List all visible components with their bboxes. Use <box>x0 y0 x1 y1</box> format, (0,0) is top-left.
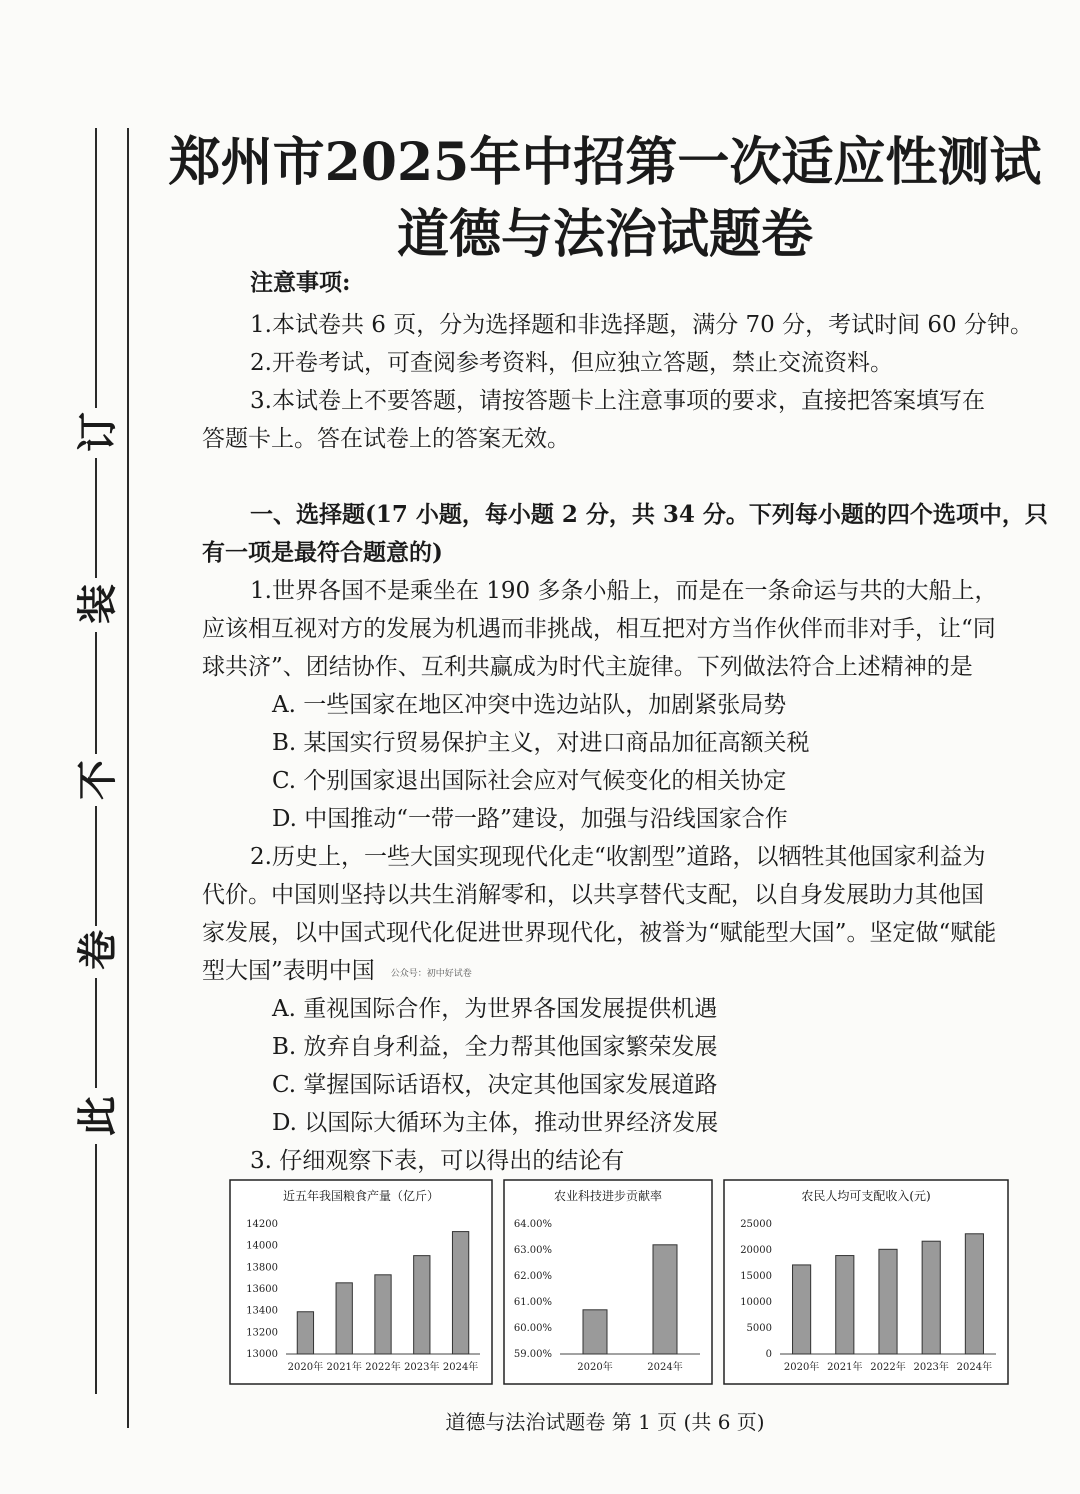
y-tick-label: 64.00% <box>513 1219 552 1230</box>
x-tick-label: 2021年 <box>326 1362 362 1373</box>
exam-subject-title: 道德与法治试题卷 <box>396 204 813 265</box>
chart-title: 近五年我国粮食产量（亿斤） <box>282 1189 440 1203</box>
y-tick-label: 59.00% <box>513 1349 552 1360</box>
binding-line <box>127 128 129 1428</box>
notes-heading: 注意事项: <box>250 269 351 296</box>
x-tick-label: 2020年 <box>287 1362 324 1373</box>
page-footer: 道德与法治试题卷 第 1 页 (共 6 页) <box>445 1410 765 1434</box>
y-tick-label: 10000 <box>740 1297 772 1308</box>
notes-item: 2.开卷考试，可查阅参考资料，但应独立答题，禁止交流资料。 <box>250 350 893 376</box>
binding-char-juan: 卷 <box>74 930 121 970</box>
x-tick-label: 2024年 <box>647 1362 683 1373</box>
binding-char-bu: 不 <box>74 760 121 800</box>
x-tick-label: 2024年 <box>442 1362 479 1373</box>
x-tick-label: 2022年 <box>870 1362 906 1373</box>
y-tick-label: 0 <box>765 1349 772 1360</box>
bar <box>793 1265 811 1354</box>
notes-item: 3.本试卷上不要答题，请按答题卡上注意事项的要求，直接把答案填写在 <box>250 388 985 414</box>
chart-title: 农业科技进步贡献率 <box>553 1189 663 1203</box>
question-2-stem: 家发展，以中国式现代化促进世界现代化，被誉为“赋能型大国”。坚定做“赋能 <box>202 920 997 946</box>
y-tick-label: 13800 <box>246 1262 278 1274</box>
y-tick-label: 13000 <box>246 1349 278 1360</box>
bar <box>653 1245 677 1354</box>
question-2-stem <box>202 952 472 985</box>
binding-char-zhuang: 装 <box>74 584 121 624</box>
question-2-option-d: D. 以国际大循环为主体，推动世界经济发展 <box>272 1110 719 1136</box>
binding-char-ci: 此 <box>74 1096 121 1136</box>
binding-dash <box>95 458 97 578</box>
y-tick-label: 13400 <box>246 1305 278 1317</box>
exam-title: 郑州市2025年中招第一次适应性测试 <box>168 132 1042 193</box>
question-1-stem: 1.世界各国不是乘坐在 190 多条小船上，而是在一条命运与共的大船上， <box>250 578 998 604</box>
bar <box>375 1275 391 1354</box>
binding-dash <box>95 978 97 1088</box>
question-1-option-c: C. 个别国家退出国际社会应对气候变化的相关协定 <box>272 768 787 794</box>
notes-item: 1.本试卷共 6 页，分为选择题和非选择题，满分 70 分，考试时间 60 分钟。 <box>250 312 1033 338</box>
bar <box>452 1232 468 1354</box>
chart-title: 农民人均可支配收入(元) <box>801 1189 931 1203</box>
y-tick-label: 13200 <box>246 1327 278 1339</box>
y-tick-label: 13600 <box>246 1284 278 1295</box>
question-1-option-a: A. 一些国家在地区冲突中选边站队，加剧紧张局势 <box>272 692 787 718</box>
y-tick-label: 20000 <box>740 1245 772 1256</box>
question-1-option-d: D. 中国推动“一带一路”建设，加强与沿线国家合作 <box>272 806 788 832</box>
question-3-stem: 3. 仔细观察下表，可以得出的结论有 <box>250 1148 625 1174</box>
y-tick-label: 62.00% <box>513 1271 552 1282</box>
x-tick-label: 2020年 <box>577 1362 613 1373</box>
question-2-option-a: A. 重视国际合作，为世界各国发展提供机遇 <box>272 996 718 1022</box>
y-tick-label: 63.00% <box>513 1245 552 1256</box>
question-3-charts <box>226 1178 1012 1388</box>
bar <box>297 1312 313 1354</box>
bar <box>836 1256 854 1354</box>
question-1-stem: 球共济”、团结协作、互利共赢成为时代主旋律。下列做法符合上述精神的是 <box>202 654 973 680</box>
question-2-stem: 2.历史上，一些大国实现现代化走“收割型”道路，以牺牲其他国家利益为 <box>250 844 986 870</box>
bar <box>965 1234 983 1354</box>
bar <box>879 1249 897 1354</box>
section-heading: 有一项是最符合题意的) <box>202 539 443 566</box>
question-1-stem: 应该相互视对方的发展为机遇而非挑战，相互把对方当作伙伴而非对手，让“同 <box>202 616 996 642</box>
question-2-option-b: B. 放弃自身利益，全力帮其他国家繁荣发展 <box>272 1034 718 1060</box>
binding-char-ding: 订 <box>74 412 121 452</box>
question-1-option-b: B. 某国实行贸易保护主义，对进口商品加征高额关税 <box>272 730 810 756</box>
bar <box>414 1256 430 1354</box>
bar <box>922 1241 940 1354</box>
question-2-stem: 代价。中国则坚持以共生消解零和，以共享替代支配，以自身发展助力其他国 <box>202 882 984 908</box>
notes-item: 答题卡上。答在试卷上的答案无效。 <box>202 426 570 452</box>
y-tick-label: 25000 <box>740 1219 772 1230</box>
y-tick-label: 60.00% <box>513 1323 552 1334</box>
y-tick-label: 14200 <box>246 1219 278 1230</box>
x-tick-label: 2023年 <box>913 1362 949 1373</box>
y-tick-label: 61.00% <box>513 1297 552 1308</box>
question-2-option-c: C. 掌握国际话语权，决定其他国家发展道路 <box>272 1072 718 1098</box>
x-tick-label: 2020年 <box>783 1362 820 1373</box>
bar <box>583 1310 607 1354</box>
charts-svg <box>226 1178 1012 1388</box>
section-heading: 一、选择题(17 小题，每小题 2 分，共 34 分。下列每小题的四个选项中，只 <box>250 501 1048 528</box>
x-tick-label: 2022年 <box>365 1362 401 1373</box>
x-tick-label: 2024年 <box>956 1362 993 1373</box>
bar <box>336 1283 352 1354</box>
binding-dash <box>95 1144 97 1394</box>
question-2-stem-text: 型大国”表明中国 <box>202 958 375 984</box>
binding-dash <box>95 632 97 754</box>
y-tick-label: 14000 <box>246 1240 278 1252</box>
watermark-note: 公众号：初中好试卷 <box>390 968 472 979</box>
binding-dash <box>95 806 97 926</box>
y-tick-label: 5000 <box>746 1323 772 1334</box>
x-tick-label: 2023年 <box>404 1362 440 1373</box>
x-tick-label: 2021年 <box>827 1362 863 1373</box>
y-tick-label: 15000 <box>740 1271 772 1282</box>
